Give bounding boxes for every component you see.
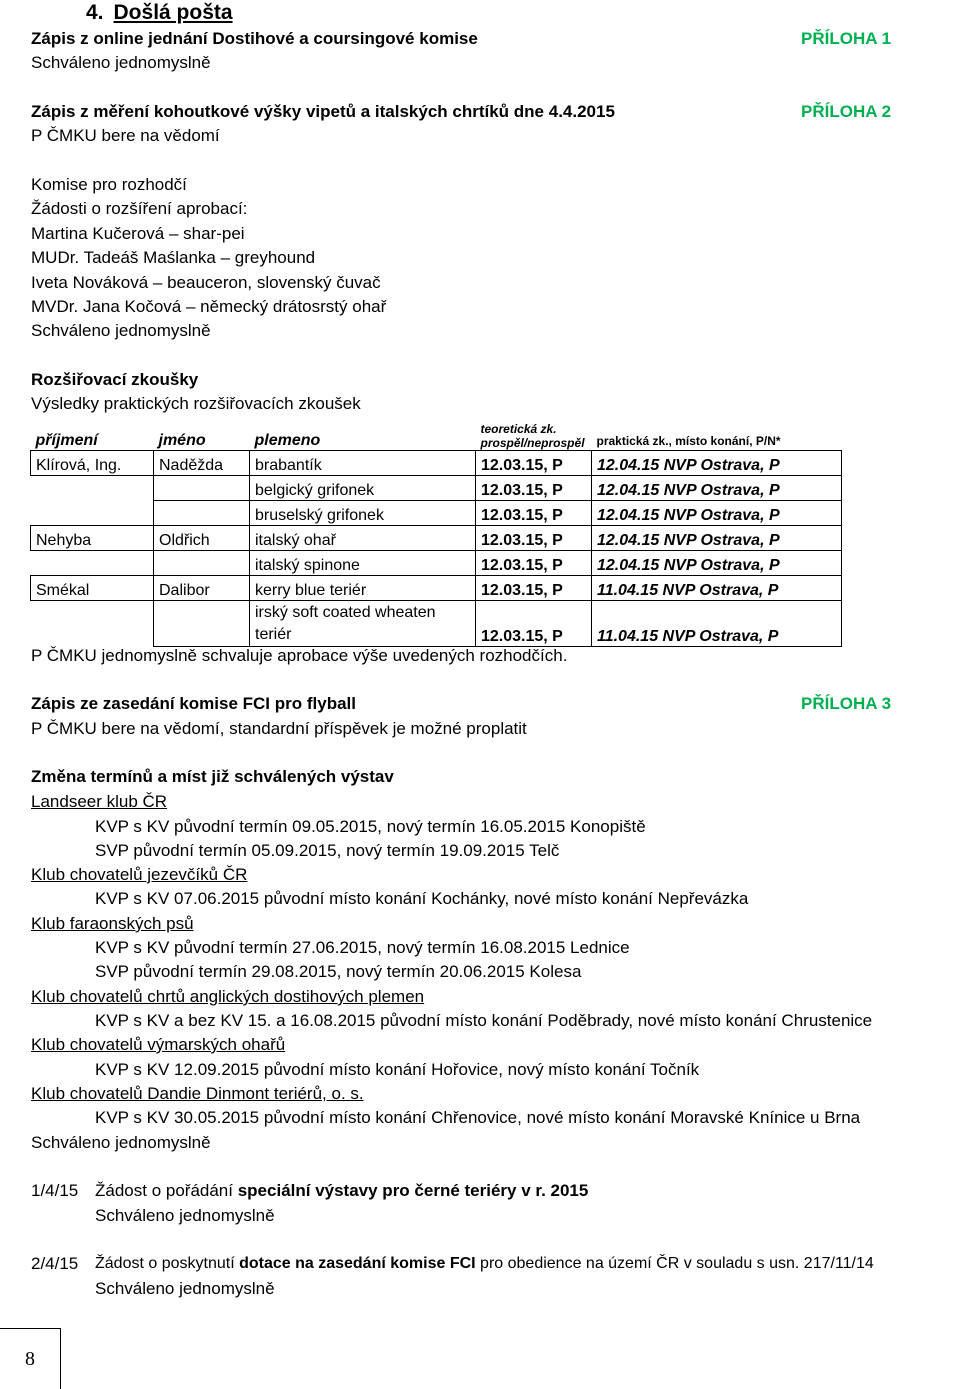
cell-practical: 12.04.15 NVP Ostrava, P: [592, 551, 842, 576]
cell-breed: italský ohař: [250, 526, 476, 551]
exams-heading: Rozšiřovací zkoušky: [31, 370, 199, 389]
club-item: KVP s KV původní termín 27.06.2015, nový termín 16.08.2015 Lednice: [95, 938, 630, 957]
cell-practical: 12.04.15 NVP Ostrava, P: [592, 476, 842, 501]
cell-practical: 12.04.15 NVP Ostrava, P: [592, 501, 842, 526]
col-practical-b: , místo konání, P/N*: [668, 434, 781, 448]
cell-surname: [31, 551, 154, 576]
cell-theory: 12.03.15, P: [476, 526, 592, 551]
judge-item: Iveta Nováková – beauceron, slovenský čuvač: [31, 273, 381, 292]
req1-pre: Žádost o pořádání: [95, 1181, 238, 1200]
cell-practical: 12.04.15 NVP Ostrava, P: [592, 526, 842, 551]
minutes2-title: Zápis z měření kohoutkové výšky vipetů a italských chrtíků dne 4.4.2015: [31, 102, 615, 121]
club-name: Klub chovatelů výmarských ohařů: [31, 1035, 286, 1054]
cell-name: Naděžda: [154, 451, 250, 476]
minutes1-attachment: PŘÍLOHA 1: [801, 29, 892, 48]
minutes2-note: P ČMKU bere na vědomí: [31, 126, 220, 145]
club-name: Klub chovatelů jezevčíků ČR: [31, 865, 248, 884]
cell-surname: Smékal: [31, 576, 154, 601]
cell-theory: 12.03.15, P: [476, 501, 592, 526]
cell-practical: 11.04.15 NVP Ostrava, P: [592, 601, 842, 647]
section-header: [86, 1, 233, 25]
exams-sub: Výsledky praktických rozšiřovacích zkoušek: [31, 394, 361, 413]
club-item: KVP s KV 12.09.2015 původní místo konání Hořovice, nový místo konání Točník: [95, 1060, 700, 1079]
table-row: [31, 476, 842, 501]
changes-heading: Změna termínů a míst již schválených výstav: [31, 767, 394, 786]
cell-theory: 12.03.15, P: [476, 451, 592, 476]
col-name: jméno: [158, 432, 206, 449]
minutes1-title: Zápis z online jednání Dostihové a coursingové komise: [31, 29, 478, 48]
table-header-row: [31, 416, 842, 451]
cell-surname: Klírová, Ing.: [31, 451, 154, 476]
req1-note: Schváleno jednomyslně: [95, 1206, 275, 1225]
cell-theory: 12.03.15, P: [476, 576, 592, 601]
table-row: [31, 526, 842, 551]
section-number: 4.: [86, 1, 104, 24]
cell-theory: 12.03.15, P: [476, 476, 592, 501]
club-name: Klub chovatelů chrtů anglických dostihových plemen: [31, 987, 425, 1006]
cell-surname: Nehyba: [31, 526, 154, 551]
club-name: Landseer klub ČR: [31, 792, 168, 811]
cell-breed: brabantík: [250, 451, 476, 476]
cell-breed: belgický grifonek: [250, 476, 476, 501]
section-title: Došlá pošta: [113, 1, 233, 24]
col-theory: [476, 416, 592, 451]
judge-item: Martina Kučerová – shar-pei: [31, 224, 245, 243]
col-theory-line1: teoretická zk.: [480, 422, 557, 436]
cell-surname: [31, 601, 154, 647]
cell-name: [154, 551, 250, 576]
club-item: SVP původní termín 29.08.2015, nový termín 20.06.2015 Kolesa: [95, 962, 582, 981]
cell-breed: bruselský grifonek: [250, 501, 476, 526]
cell-name: [154, 601, 250, 647]
flyball-note: P ČMKU bere na vědomí, standardní příspěvek je možné proplatit: [31, 719, 527, 738]
req2-pre: Žádost o poskytnutí: [95, 1255, 240, 1272]
col-practical-a: praktická zk.: [596, 434, 669, 448]
req2-bold: dotace na zasedání komise FCI: [239, 1255, 476, 1272]
req1-code: 1/4/15: [31, 1181, 79, 1200]
req1-text: [95, 1180, 588, 1202]
cell-name: [154, 476, 250, 501]
cell-name: Dalibor: [154, 576, 250, 601]
cell-surname: [31, 501, 154, 526]
flyball-title: Zápis ze zasedání komise FCI pro flyball: [31, 694, 356, 713]
club-item: SVP původní termín 05.09.2015, nový termín 19.09.2015 Telč: [95, 841, 560, 860]
cell-name: [154, 501, 250, 526]
judges-heading: Komise pro rozhodčí: [31, 175, 187, 194]
req2-note: Schváleno jednomyslně: [95, 1279, 275, 1298]
cell-practical: 11.04.15 NVP Ostrava, P: [592, 576, 842, 601]
cell-breed: kerry blue teriér: [250, 576, 476, 601]
exams-note: P ČMKU jednomyslně schvaluje aprobace výše uvedených rozhodčích.: [31, 646, 568, 665]
cell-surname: [31, 476, 154, 501]
col-surname: příjmení: [35, 432, 98, 449]
changes-note: Schváleno jednomyslně: [31, 1133, 211, 1152]
club-item: KVP s KV 30.05.2015 původní místo konání Chřenovice, nové místo konání Moravské Knínice u Brna: [95, 1108, 861, 1127]
req2-mid: pro obedience na území ČR v souladu s usn. 217/11/14: [475, 1255, 874, 1272]
cell-practical: 12.04.15 NVP Ostrava, P: [592, 451, 842, 476]
cell-theory: 12.03.15, P: [476, 551, 592, 576]
club-name: Klub faraonských psů: [31, 914, 194, 933]
req1-bold: speciální výstavy pro černé teriéry v r. 2015: [237, 1181, 589, 1200]
cell-name: Oldřich: [154, 526, 250, 551]
exam-results-table: [30, 416, 842, 647]
cell-breed: irský soft coated wheaten teriér: [250, 601, 476, 647]
page-number: 8: [0, 1328, 61, 1389]
cell-theory: 12.03.15, P: [476, 601, 592, 647]
col-practical: [592, 416, 842, 451]
table-row: [31, 601, 842, 647]
req2-text: [95, 1253, 874, 1275]
club-item: KVP s KV a bez KV 15. a 16.08.2015 původní místo konání Poděbrady, nové místo konání Chrustenice: [95, 1011, 873, 1030]
table-row: [31, 501, 842, 526]
cell-breed: italský spinone: [250, 551, 476, 576]
judge-item: MUDr. Tadeáš Maślanka – greyhound: [31, 248, 316, 267]
col-breed: plemeno: [254, 432, 321, 449]
table-row: [31, 551, 842, 576]
table-row: [31, 451, 842, 476]
judges-sub: Žádosti o rozšíření aprobací:: [31, 199, 248, 218]
minutes1-note: Schváleno jednomyslně: [31, 53, 211, 72]
club-item: KVP s KV 07.06.2015 původní místo konání Kochánky, nové místo konání Nepřevázka: [95, 889, 749, 908]
req2-code: 2/4/15: [31, 1254, 79, 1273]
flyball-attachment: PŘÍLOHA 3: [801, 694, 892, 713]
table-row: [31, 576, 842, 601]
club-item: KVP s KV původní termín 09.05.2015, nový termín 16.05.2015 Konopiště: [95, 817, 646, 836]
judges-note: Schváleno jednomyslně: [31, 321, 211, 340]
judge-item: MVDr. Jana Kočová – německý drátosrstý ohař: [31, 297, 387, 316]
club-name: Klub chovatelů Dandie Dinmont teriérů, o. s.: [31, 1084, 364, 1103]
col-theory-line2: prospěl/neprospěl: [480, 436, 585, 450]
minutes2-attachment: PŘÍLOHA 2: [801, 102, 892, 121]
